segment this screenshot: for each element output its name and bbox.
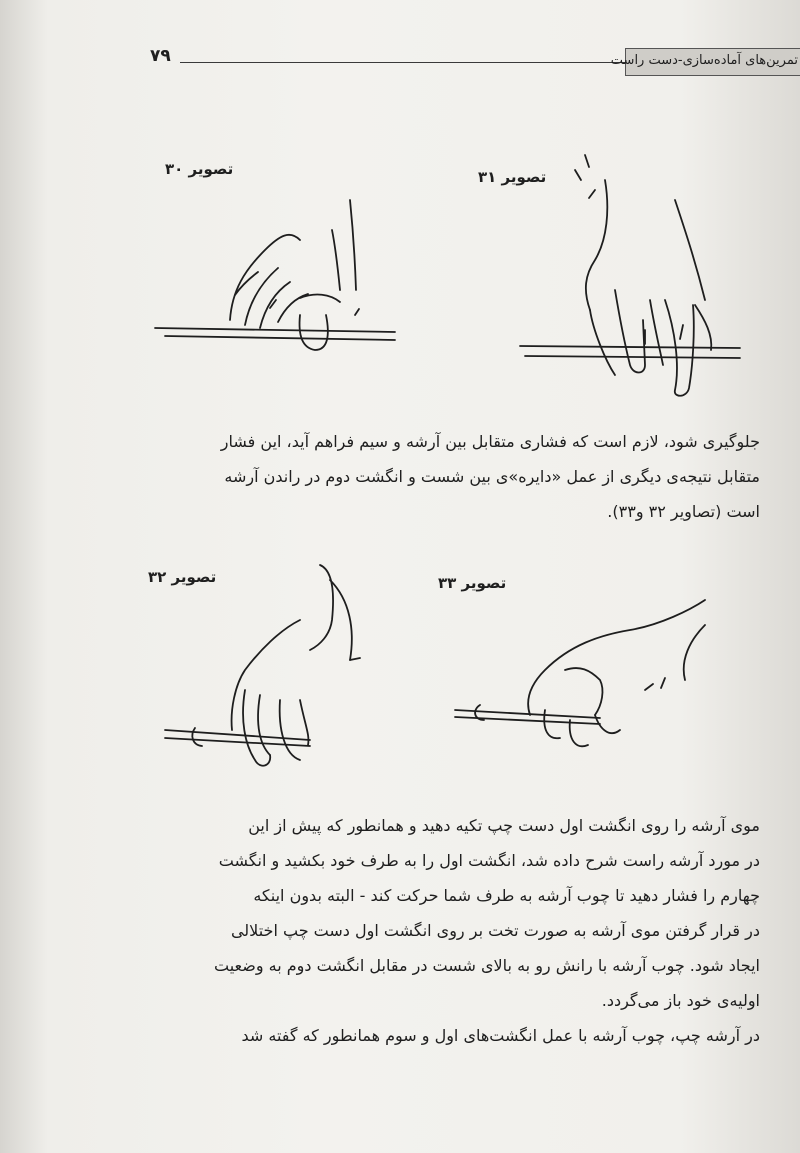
paragraph-1 [92,424,760,529]
figure-33-hand-illustration [450,590,730,770]
paragraph-1-line-1: جلوگیری شود، لازم است که فشاری متقابل بین آرشه و سیم فراهم آید، این فشار [220,432,760,451]
paragraph-2-line-7: در آرشه چپ، چوب آرشه با عمل انگشت‌های اول و سوم همانطور که گفته شد [241,1026,760,1045]
running-title: تمرین‌های آماده‌سازی-دست راست [610,53,798,68]
figure-31-caption: تصویر ۳۱ [478,168,547,186]
figure-32-hand-illustration [160,560,380,780]
running-title-box [610,48,800,76]
figure-31-hand-illustration [515,150,745,400]
header-rule [180,62,628,63]
paragraph-2-line-3: چهارم را فشار دهید تا چوب آرشه به طرف شما حرکت کند - البته بدون اینکه [253,886,760,905]
figure-32-caption: تصویر ۳۲ [148,568,217,586]
page-number: ۷۹ [150,46,171,66]
figure-33-caption: تصویر ۳۳ [438,574,507,592]
paragraph-1-line-2: متقابل نتیجه‌ی دیگری از عمل «دایره»ی بین شست و انگشت دوم در راندن آرشه [224,467,760,486]
paragraph-1-line-3: است (تصاویر ۳۲ و۳۳). [607,502,760,521]
paragraph-2-line-5: ایجاد شود. چوب آرشه با رانش رو به بالای شست در مقابل انگشت دوم به وضعیت [213,956,760,975]
paragraph-2-line-4: در قرار گرفتن موی آرشه به صورت تخت بر روی انگشت اول دست چپ اختلالی [230,921,760,940]
paragraph-2 [92,808,760,1053]
figure-30-hand-illustration [150,190,400,370]
figure-30-caption: تصویر ۳۰ [165,160,234,178]
paragraph-2-line-1: موی آرشه را روی انگشت اول دست چپ تکیه دهید و همانطور که پیش از این [248,816,760,835]
paragraph-2-line-6: اولیه‌ی خود باز می‌گردد. [601,991,760,1010]
paragraph-2-line-2: در مورد آرشه راست شرح داده شد، انگشت اول را به طرف خود بکشید و انگشت [218,851,760,870]
